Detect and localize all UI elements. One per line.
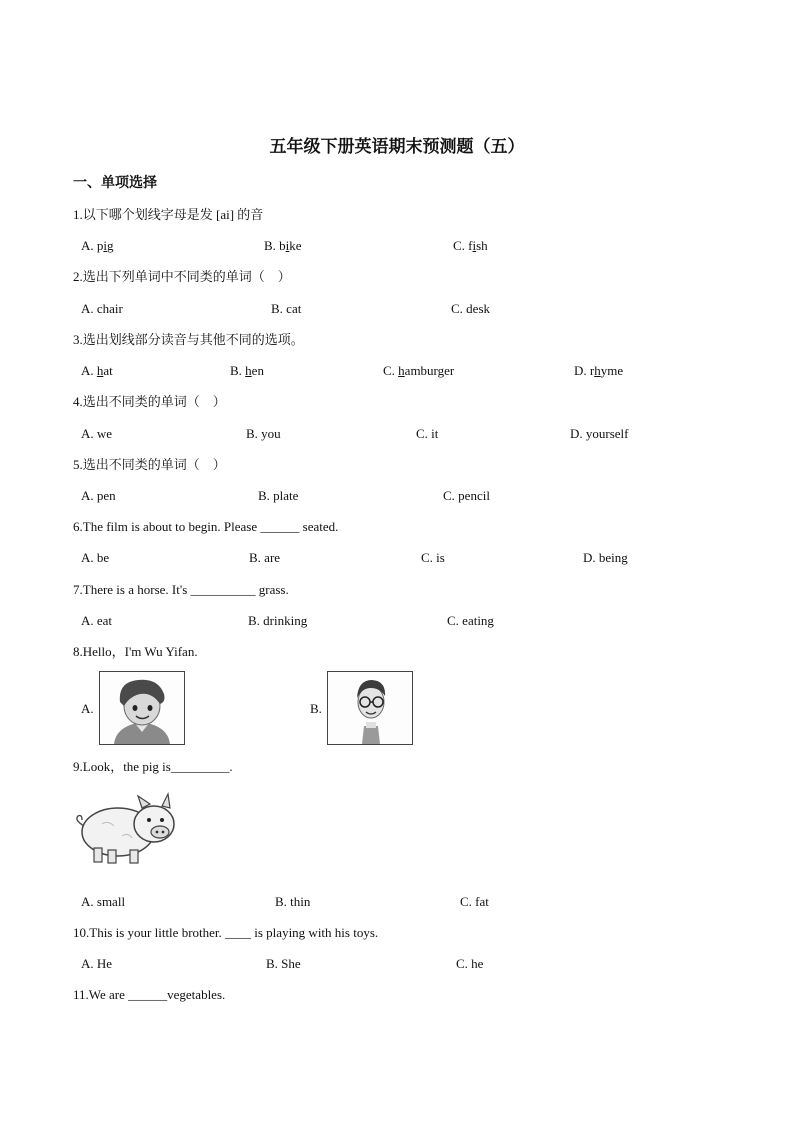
q1-option-c[interactable]: C. fish [453, 238, 488, 253]
q5-option-a[interactable]: A. pen [81, 488, 116, 503]
q10-option-c[interactable]: C. he [456, 956, 484, 971]
q2-option-a[interactable]: A. chair [81, 301, 123, 316]
q7-option-a[interactable]: A. eat [81, 613, 113, 628]
answer-blank[interactable]: __________ [190, 582, 256, 597]
q4-option-a[interactable]: A. we [81, 426, 113, 441]
q6-option-b[interactable]: B. are [249, 550, 281, 565]
answer-blank[interactable]: ______ [128, 987, 168, 1002]
answer-blank[interactable]: ____ [225, 925, 252, 940]
q4-option-c[interactable]: C. it [416, 426, 439, 441]
q8-option-b-label[interactable]: B. [310, 701, 322, 716]
answer-blank[interactable]: _________ [170, 759, 230, 774]
q1-option-a[interactable]: A. pig [81, 238, 114, 253]
q9-option-a[interactable]: A. small [81, 894, 126, 909]
section-heading: 一、单项选择 [73, 175, 157, 191]
pig-image[interactable] [72, 790, 186, 872]
q1-option-b[interactable]: B. bike [264, 238, 302, 253]
boy-portrait-image[interactable] [99, 671, 185, 745]
q9-option-b[interactable]: B. thin [275, 894, 311, 909]
q3-option-c[interactable]: C. hamburger [383, 363, 455, 378]
q10-option-a[interactable]: A. He [81, 956, 113, 971]
q6-option-c[interactable]: C. is [421, 550, 445, 565]
page-title: 五年级下册英语期末预测题（五） [269, 137, 525, 157]
q2-option-c[interactable]: C. desk [451, 301, 490, 316]
q5-option-c[interactable]: C. pencil [443, 488, 490, 503]
question-3-text: 3.选出划线部分读音与其他不同的选项。 [73, 332, 304, 347]
question-11-text: 11.We are ______vegetables. [73, 987, 226, 1002]
q5-option-b[interactable]: B. plate [258, 488, 299, 503]
q6-option-a[interactable]: A. be [81, 550, 110, 565]
q7-option-b[interactable]: B. drinking [248, 613, 308, 628]
answer-blank[interactable]: ______ [260, 519, 300, 534]
question-2-text: 2.选出下列单词中不同类的单词（ ） [73, 269, 291, 284]
q4-option-d[interactable]: D. yourself [570, 426, 629, 441]
q8-option-a-label[interactable]: A. [81, 701, 94, 716]
question-4-text: 4.选出不同类的单词（ ） [73, 394, 226, 409]
q4-option-b[interactable]: B. you [246, 426, 281, 441]
question-8-text: 8.Hello，I'm Wu Yifan. [73, 644, 198, 659]
q3-option-b[interactable]: B. hen [230, 363, 264, 378]
question-10-text: 10.This is your little brother. ____ is playing with his toys. [73, 925, 379, 940]
question-5-text: 5.选出不同类的单词（ ） [73, 457, 226, 472]
question-9-text: 9.Look，the pig is_________. [73, 759, 233, 774]
boy-with-glasses-image[interactable] [327, 671, 413, 745]
question-1-text: 1.以下哪个划线字母是发 [ai] 的音 [73, 207, 264, 222]
q9-option-c[interactable]: C. fat [460, 894, 489, 909]
q3-option-a[interactable]: A. hat [81, 363, 113, 378]
question-6-text: 6.The film is about to begin. Please ______ seated. [73, 519, 339, 534]
q10-option-b[interactable]: B. She [266, 956, 301, 971]
q2-option-b[interactable]: B. cat [271, 301, 302, 316]
q6-option-d[interactable]: D. being [583, 550, 628, 565]
q3-option-d[interactable]: D. rhyme [574, 363, 624, 378]
question-7-text: 7.There is a horse. It's __________ grass. [73, 582, 289, 597]
q7-option-c[interactable]: C. eating [447, 613, 494, 628]
